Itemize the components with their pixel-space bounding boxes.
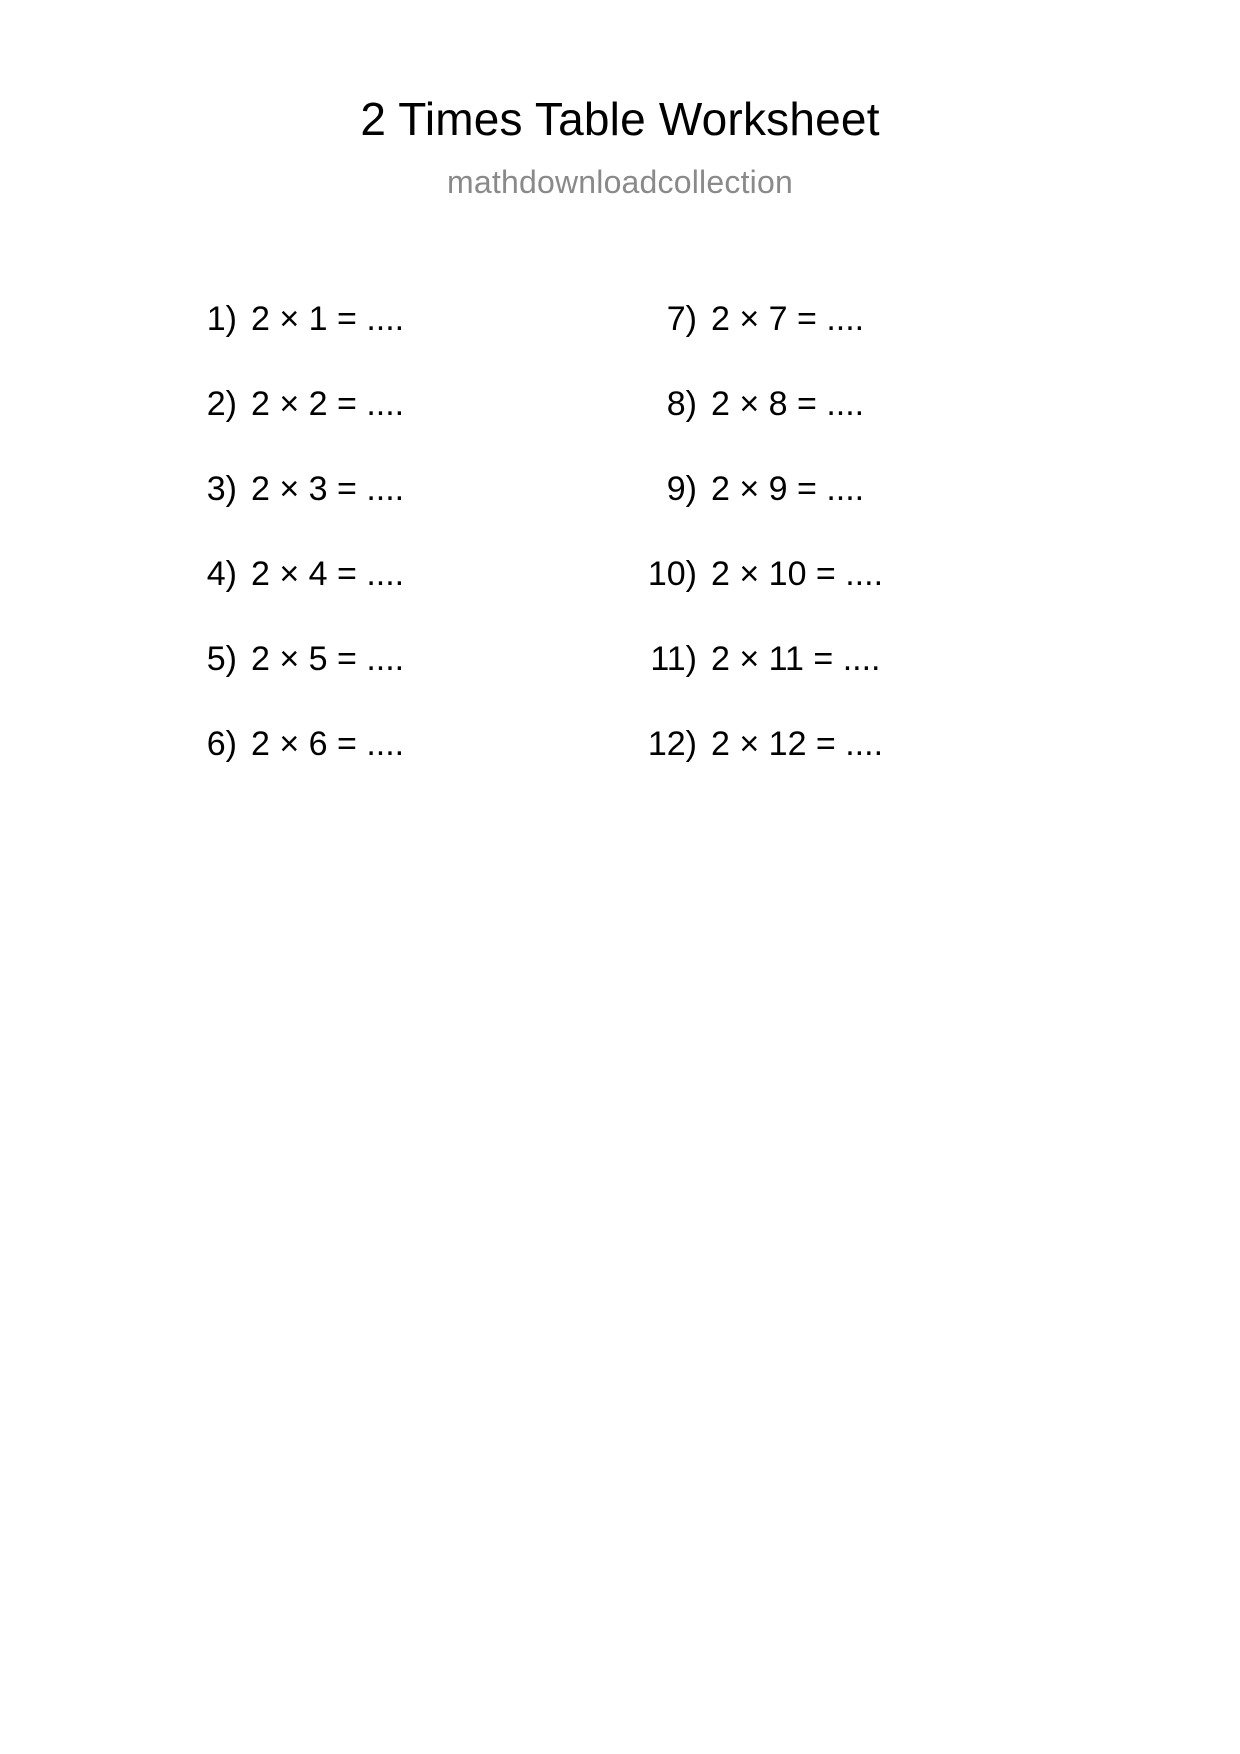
problem-column-left xyxy=(175,300,635,810)
problem-expression: 2 × 9 = .... xyxy=(711,470,865,508)
problem-item xyxy=(175,640,635,725)
problem-number: 5) xyxy=(206,640,237,678)
problem-number: 3) xyxy=(206,470,237,508)
problem-item xyxy=(635,725,1095,810)
problem-item xyxy=(635,640,1095,725)
problem-number: 2) xyxy=(206,385,237,423)
problem-expression: 2 × 12 = .... xyxy=(711,725,884,763)
problem-number: 4) xyxy=(206,555,237,593)
problem-item xyxy=(175,300,635,385)
problem-item xyxy=(175,555,635,640)
problem-expression: 2 × 7 = .... xyxy=(711,300,865,338)
problem-expression: 2 × 10 = .... xyxy=(711,555,884,593)
problem-list xyxy=(0,300,1240,810)
problem-number: 10) xyxy=(647,555,697,593)
problem-item xyxy=(635,300,1095,385)
problem-number: 12) xyxy=(647,725,697,763)
problem-expression: 2 × 8 = .... xyxy=(711,385,865,423)
page-subtitle: mathdownloadcollection xyxy=(447,164,793,200)
problem-number: 9) xyxy=(666,470,697,508)
problem-item xyxy=(175,385,635,470)
problem-expression: 2 × 11 = .... xyxy=(711,640,881,678)
problem-number: 11) xyxy=(650,640,697,678)
problem-expression: 2 × 4 = .... xyxy=(251,555,405,593)
problem-item xyxy=(635,385,1095,470)
problem-columns xyxy=(0,300,1240,810)
problem-number: 1) xyxy=(206,300,237,338)
problem-number: 7) xyxy=(666,300,697,338)
problem-number: 8) xyxy=(666,385,697,423)
problem-expression: 2 × 3 = .... xyxy=(251,470,405,508)
problem-expression: 2 × 5 = .... xyxy=(251,640,405,678)
problem-expression: 2 × 6 = .... xyxy=(251,725,405,763)
problem-item xyxy=(635,470,1095,555)
problem-item xyxy=(175,470,635,555)
problem-item xyxy=(175,725,635,810)
page-title: 2 Times Table Worksheet xyxy=(360,93,880,145)
problem-expression: 2 × 1 = .... xyxy=(251,300,405,338)
problem-item xyxy=(635,555,1095,640)
problem-expression: 2 × 2 = .... xyxy=(251,385,405,423)
problem-number: 6) xyxy=(206,725,237,763)
problem-column-right xyxy=(635,300,1095,810)
